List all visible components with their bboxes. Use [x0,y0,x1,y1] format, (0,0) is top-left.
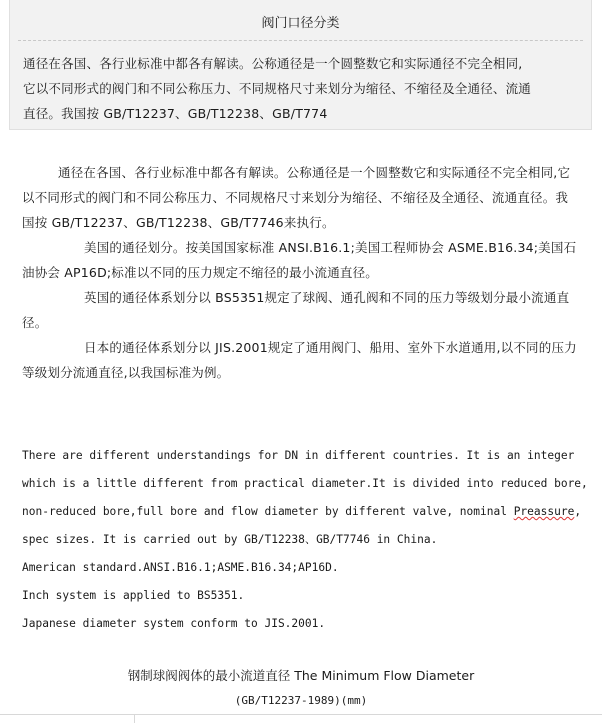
cn-paragraph-uk: 英国的通径体系划分以 BS5351规定了球阀、通孔阀和不同的压力等级划分最小流通直径。 [22,290,570,330]
table-caption-title: 钢制球阀阀体的最小流道直径 The Minimum Flow Diameter [127,668,475,683]
summary-line: 直径。我国按 GB/T12237、GB/T12238、GB/T774 [23,106,328,121]
summary-line: 通径在各国、各行业标准中都各有解读。公称通径是一个圆整数它和实际通径不完全相同, [23,56,523,71]
table-caption-subtitle: (GB/T12237-1989)(mm) [234,694,368,707]
summary-text [23,51,581,126]
en-line: Japanese diameter system conform to JIS.2001. [22,617,326,630]
chinese-body [22,160,578,385]
summary-title: 阀门口径分类 [261,16,340,31]
cn-paragraph-japan: 日本的通径体系划分以 JIS.2001规定了通用阀门、船用、室外下水道通用,以不同的压力等级划分流通直径,以我国标准为例。 [22,340,577,380]
table-column-divider [134,714,135,723]
english-body [22,442,588,638]
table-top-border [0,714,602,723]
cn-paragraph-intro: 通径在各国、各行业标准中都各有解读。公称通径是一个圆整数它和实际通径不完全相同,它以不同形式的阀门和不同公称压力、不同规格尺寸来划分为缩径、不缩径及全通径、流通直径。我国按 GB/T12237、GB/T12238、GB/T7746来执行。 [22,165,571,230]
en-line: There are different understandings for DN in different countries. It is an integer [22,449,575,462]
en-line [22,498,582,526]
en-line: spec sizes. It is carried out by GB/T12238、GB/T7746 in China. [22,533,438,546]
summary-line: 它以不同形式的阀门和不同公称压力、不同规格尺寸来划分为缩径、不缩径及全通径、流通 [23,81,532,96]
en-line: American standard.ANSI.B16.1;ASME.B16.34;AP16D. [22,561,339,574]
summary-box [9,0,592,130]
en-line: Inch system is applied to BS5351. [22,589,245,602]
en-line-segment: non-reduced bore,full bore and flow diameter by different valve, nominal [22,505,514,518]
summary-divider [18,40,583,41]
en-line: which is a little different from practical diameter.It is divided into reduced bore, [22,477,588,490]
en-line-segment: , [574,505,582,518]
cn-paragraph-usa: 美国的通径划分。按美国国家标准 ANSI.B16.1;美国工程师协会 ASME.B16.34;美国石油协会 AP16D;标准以不同的压力规定不缩径的最小流通直径。 [22,240,577,280]
misspelled-word: Preassure [513,505,575,518]
